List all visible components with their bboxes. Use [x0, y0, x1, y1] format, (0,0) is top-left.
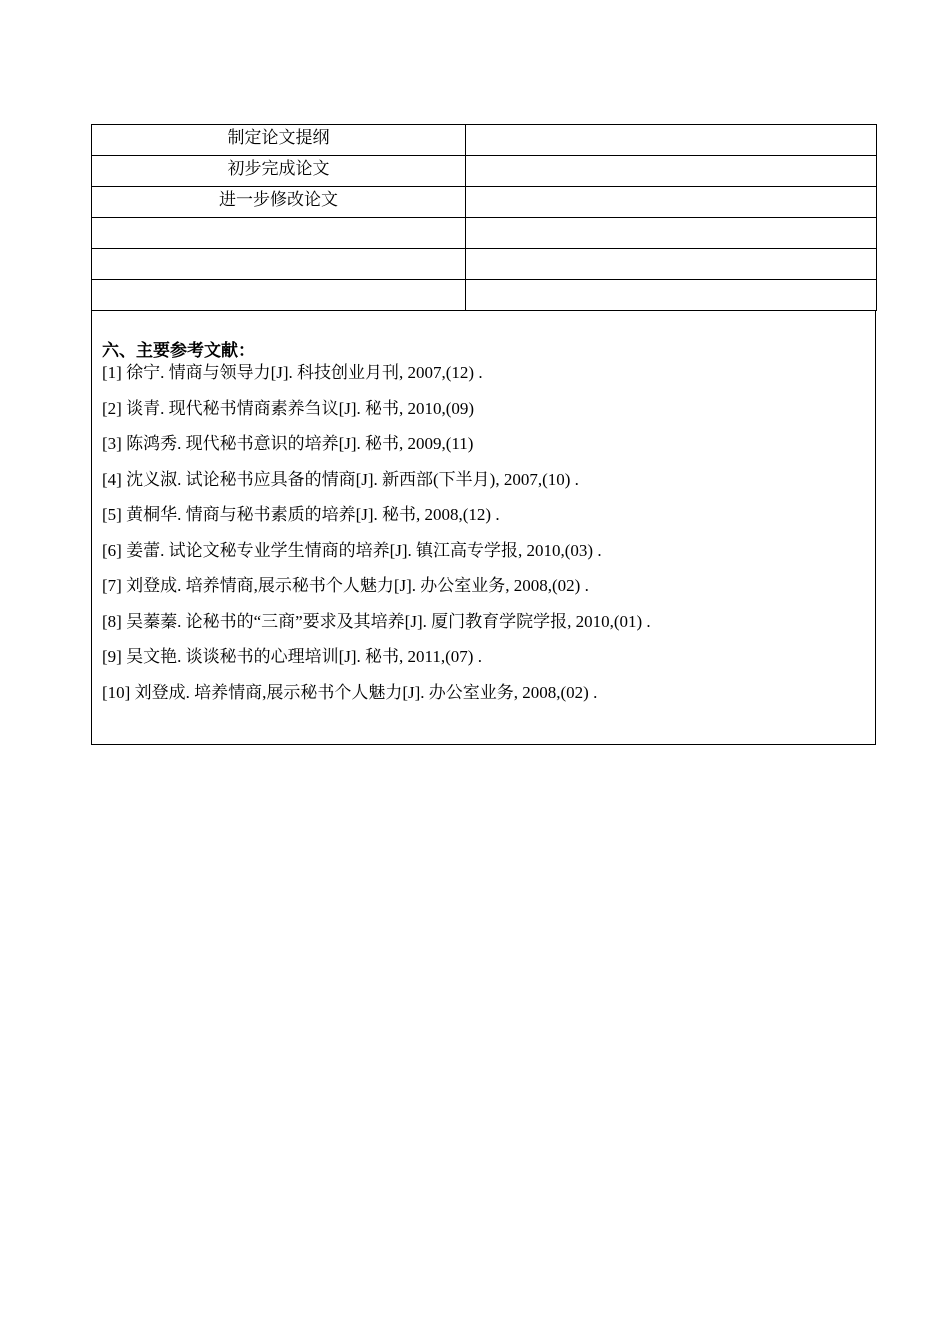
references-section: [91, 311, 876, 745]
time-cell: [466, 249, 877, 280]
table-row: [92, 218, 877, 249]
task-cell: 制定论文提纲: [92, 125, 466, 156]
task-cell: 初步完成论文: [92, 156, 466, 187]
table-row: [92, 249, 877, 280]
reference-item: [4] 沈义淑. 试论秘书应具备的情商[J]. 新西部(下半月), 2007,(10) .: [102, 469, 579, 489]
time-cell: [466, 156, 877, 187]
schedule-table: [91, 124, 877, 311]
task-cell: [92, 280, 466, 311]
task-cell: [92, 218, 466, 249]
table-row: [92, 187, 877, 218]
reference-item: [8] 吴蓁蓁. 论秘书的“三商”要求及其培养[J]. 厦门教育学院学报, 2010,(01) .: [102, 611, 651, 631]
reference-item: [3] 陈鸿秀. 现代秘书意识的培养[J]. 秘书, 2009,(11): [102, 434, 474, 453]
reference-item: [2] 谈青. 现代秘书情商素养刍议[J]. 秘书, 2010,(09): [102, 398, 475, 418]
time-cell: [466, 280, 877, 311]
time-cell: [466, 187, 877, 218]
reference-item: [10] 刘登成. 培养情商,展示秘书个人魅力[J]. 办公室业务, 2008,(02) .: [102, 682, 598, 702]
reference-item: [7] 刘登成. 培养情商,展示秘书个人魅力[J]. 办公室业务, 2008,(02) .: [102, 576, 589, 595]
time-cell: [466, 125, 877, 156]
table-row: [92, 280, 877, 311]
reference-item: [6] 姜蕾. 试论文秘专业学生情商的培养[J]. 镇江高专学报, 2010,(03) .: [102, 540, 602, 560]
document-page: [91, 124, 876, 745]
reference-item: [5] 黄桐华. 情商与秘书素质的培养[J]. 秘书, 2008,(12) .: [102, 505, 500, 524]
table-row: [92, 156, 877, 187]
task-cell: [92, 249, 466, 280]
reference-item: [1] 徐宁. 情商与领导力[J]. 科技创业月刊, 2007,(12) .: [102, 363, 483, 382]
table-row: [92, 125, 877, 156]
reference-list: [102, 363, 875, 718]
task-cell: 进一步修改论文: [92, 187, 466, 218]
reference-item: [9] 吴文艳. 谈谈秘书的心理培训[J]. 秘书, 2011,(07) .: [102, 647, 482, 666]
time-cell: [466, 218, 877, 249]
references-heading: 六、主要参考文献：: [102, 341, 255, 360]
